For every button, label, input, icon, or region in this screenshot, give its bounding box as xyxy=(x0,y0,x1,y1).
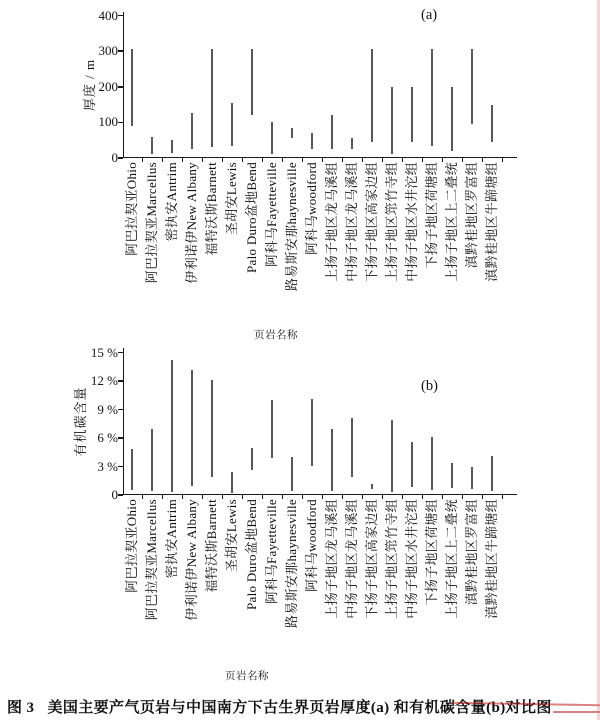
x-axis-tick xyxy=(462,495,464,499)
range-bar xyxy=(291,457,293,491)
x-category-label: 滇黔桂地区罗富组 xyxy=(463,162,479,269)
y-axis-tick xyxy=(118,157,123,159)
x-axis-tick xyxy=(262,495,264,499)
x-axis-tick xyxy=(462,158,464,162)
x-category-label: 下扬子地区高家边组 xyxy=(363,162,379,282)
x-axis-tick xyxy=(222,495,224,499)
x-axis-tick xyxy=(322,158,324,162)
range-bar xyxy=(311,133,313,149)
x-axis-tick xyxy=(342,495,344,499)
y-tick-label: 0 xyxy=(111,150,118,165)
x-axis-tick xyxy=(422,158,424,162)
x-axis-tick xyxy=(162,495,164,499)
range-bar xyxy=(411,87,413,142)
y-axis-tick xyxy=(118,352,123,354)
x-category-label: 滇黔桂地区牛蹄塘组 xyxy=(483,162,499,282)
y-axis-title-toc: 有机碳含量 xyxy=(73,386,88,457)
range-bar xyxy=(411,442,413,488)
y-axis-tick xyxy=(118,86,123,88)
range-bar xyxy=(211,380,213,477)
x-axis-tick xyxy=(442,158,444,162)
range-bar xyxy=(131,449,133,490)
y-axis-tick xyxy=(118,466,123,468)
x-axis-tick xyxy=(342,158,344,162)
range-bar xyxy=(371,484,373,490)
x-axis-tick xyxy=(222,158,224,162)
x-category-label: 阿巴拉契亚Marcellus xyxy=(143,162,159,284)
range-bar xyxy=(271,400,273,458)
x-category-label: 阿巴拉契亚Ohio xyxy=(123,162,139,256)
y-tick-label: 400 xyxy=(98,7,118,23)
x-axis-tick xyxy=(482,158,484,162)
x-category-label: 上扬子地区上二叠统 xyxy=(443,499,459,619)
panel-label-a: (a) xyxy=(421,7,438,23)
x-category-label: 阿科马woodford xyxy=(303,499,319,592)
y-tick-label: 12 % xyxy=(90,373,118,388)
x-category-label: 下扬子地区荷塘组 xyxy=(423,499,439,606)
x-axis-tick xyxy=(502,158,504,162)
x-axis-tick xyxy=(422,495,424,499)
x-axis-tick xyxy=(402,495,404,499)
range-bar xyxy=(231,472,233,493)
figure-caption-text: 美国主要产气页岩与中国南方下古生界页岩厚度(a) 和有机碳含量(b)对比图 xyxy=(47,700,552,716)
x-category-label: 阿巴拉契亚Marcellus xyxy=(143,499,159,621)
range-bar xyxy=(331,429,333,491)
range-bar xyxy=(391,420,393,492)
x-category-label: 阿巴拉契亚Ohio xyxy=(123,499,139,593)
range-bar xyxy=(271,122,273,154)
y-tick-label: 9 % xyxy=(97,401,118,417)
x-category-label: 滇黔桂地区牛蹄塘组 xyxy=(483,499,499,619)
x-axis-tick xyxy=(362,158,364,162)
range-bar xyxy=(151,429,153,492)
x-category-label: 福特沃斯Barnett xyxy=(203,499,219,593)
y-tick-label: 100 xyxy=(98,114,118,130)
x-category-label: 中扬子地区水井沱组 xyxy=(403,162,419,282)
x-axis-tick xyxy=(262,158,264,162)
panel-label-b: (b) xyxy=(421,378,438,394)
y-axis-tick xyxy=(118,122,123,124)
x-axis-tick xyxy=(242,158,244,162)
y-tick-label: 3 % xyxy=(97,458,118,474)
x-category-label: 中扬子地区龙马溪组 xyxy=(343,162,359,282)
range-bar xyxy=(431,437,433,490)
x-axis-tick xyxy=(322,495,324,499)
range-bar xyxy=(491,456,493,491)
y-axis-tick xyxy=(118,380,123,382)
range-bar xyxy=(171,140,173,152)
range-bar xyxy=(131,49,133,126)
x-category-label: 伊利诺伊New Albany xyxy=(183,162,199,284)
range-bar xyxy=(291,128,293,139)
scan-edge-artifact xyxy=(597,0,600,720)
x-axis-title-b: 页岩名称 xyxy=(225,671,269,682)
x-category-label: 阿科马Fayetteville xyxy=(263,162,279,267)
plot-area-thickness xyxy=(123,12,517,158)
figure-caption xyxy=(7,696,599,717)
x-axis-tick xyxy=(362,495,364,499)
x-category-label: 滇黔桂地区罗富组 xyxy=(463,499,479,606)
x-axis-tick xyxy=(382,158,384,162)
x-axis-tick xyxy=(282,495,284,499)
x-axis-tick xyxy=(302,495,304,499)
y-tick-label: 300 xyxy=(98,43,118,59)
y-tick-label: 200 xyxy=(98,78,118,94)
y-tick-label: 6 % xyxy=(97,430,118,445)
x-category-label: Palo Duro盆地Bend xyxy=(243,499,259,611)
x-category-label: 上扬子地区筇竹寺组 xyxy=(383,499,399,619)
x-category-label: 上扬子地区龙马溪组 xyxy=(323,499,339,619)
x-axis-tick xyxy=(202,158,204,162)
x-category-label: 密执安Antrim xyxy=(163,499,179,579)
y-tick-label: 15 % xyxy=(90,344,118,360)
x-axis-tick xyxy=(142,158,144,162)
x-category-label: 上扬子地区龙马溪组 xyxy=(323,162,339,282)
red-watermark-artifact xyxy=(553,711,600,713)
plot-area-toc xyxy=(123,348,517,495)
range-bar xyxy=(231,103,233,146)
x-axis-tick xyxy=(242,495,244,499)
range-bar xyxy=(251,448,253,471)
range-bar xyxy=(251,49,253,115)
range-bar xyxy=(191,113,193,149)
x-category-label: 密执安Antrim xyxy=(163,162,179,242)
x-category-label: 上扬子地区筇竹寺组 xyxy=(383,162,399,282)
x-axis-tick xyxy=(402,158,404,162)
x-category-label: 圣胡安Lewis xyxy=(223,499,239,573)
figure-number: 图 3 xyxy=(7,700,35,716)
x-axis-tick xyxy=(142,495,144,499)
x-category-label: Palo Duro盆地Bend xyxy=(243,162,259,274)
range-bar xyxy=(471,49,473,124)
x-axis-tick xyxy=(382,495,384,499)
range-bar xyxy=(311,399,313,466)
x-axis-tick xyxy=(482,495,484,499)
x-category-label: 中扬子地区水井沱组 xyxy=(403,499,419,619)
range-bar xyxy=(211,49,213,147)
range-bar xyxy=(391,87,393,155)
range-bar xyxy=(371,49,373,142)
x-category-label: 路易斯安那haynesville xyxy=(283,162,299,292)
range-bar xyxy=(191,370,193,487)
x-category-label: 伊利诺伊New Albany xyxy=(183,499,199,621)
x-category-label: 福特沃斯Barnett xyxy=(203,162,219,256)
x-category-label: 阿科马Fayetteville xyxy=(263,499,279,604)
x-category-label: 中扬子地区龙马溪组 xyxy=(343,499,359,619)
x-axis-tick xyxy=(202,495,204,499)
x-category-label: 阿科马woodford xyxy=(303,162,319,255)
y-axis-tick xyxy=(118,409,123,411)
range-bar xyxy=(451,87,453,151)
y-tick-label: 0 xyxy=(111,487,118,502)
y-axis-tick xyxy=(118,494,123,496)
y-axis-title-thickness: 厚度 / m xyxy=(82,58,97,112)
x-category-label: 路易斯安那haynesville xyxy=(283,499,299,629)
x-axis-title-a: 页岩名称 xyxy=(254,330,298,341)
range-bar xyxy=(171,360,173,492)
range-bar xyxy=(331,115,333,149)
x-axis-tick xyxy=(182,158,184,162)
x-axis-tick xyxy=(162,158,164,162)
y-axis-tick xyxy=(118,15,123,17)
range-bar xyxy=(351,138,353,149)
range-bar xyxy=(451,463,453,489)
x-category-label: 下扬子地区荷塘组 xyxy=(423,162,439,269)
y-axis-tick xyxy=(118,50,123,52)
range-bar xyxy=(351,418,353,477)
range-bar xyxy=(151,137,153,155)
x-axis-tick xyxy=(442,495,444,499)
x-axis-tick xyxy=(182,495,184,499)
range-bar xyxy=(471,467,473,490)
x-category-label: 上扬子地区上二叠统 xyxy=(443,162,459,282)
x-category-label: 下扬子地区高家边组 xyxy=(363,499,379,619)
x-axis-tick xyxy=(302,158,304,162)
x-axis-tick xyxy=(502,495,504,499)
range-bar xyxy=(491,105,493,142)
y-axis-tick xyxy=(118,437,123,439)
x-axis-tick xyxy=(282,158,284,162)
x-category-label: 圣胡安Lewis xyxy=(223,162,239,236)
range-bar xyxy=(431,49,433,145)
